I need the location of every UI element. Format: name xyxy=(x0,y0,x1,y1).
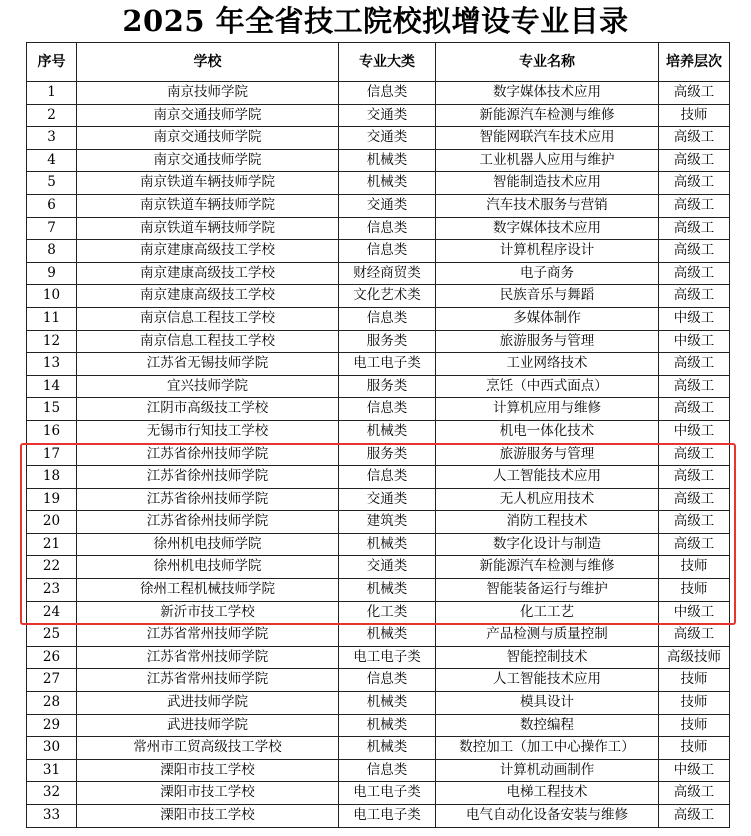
cell-category: 交通类 xyxy=(339,104,436,127)
cell-major: 产品检测与质量控制 xyxy=(436,624,659,647)
table-header-row xyxy=(27,43,730,82)
cell-index: 11 xyxy=(27,307,77,330)
cell-school: 南京信息工程技工学校 xyxy=(77,307,339,330)
cell-index: 29 xyxy=(27,714,77,737)
cell-major: 智能装备运行与维护 xyxy=(436,579,659,602)
cell-school: 南京技师学院 xyxy=(77,82,339,105)
cell-school: 徐州工程机械技师学院 xyxy=(77,579,339,602)
cell-school: 江阴市高级技工学校 xyxy=(77,398,339,421)
cell-index: 2 xyxy=(27,104,77,127)
table-row xyxy=(27,330,730,353)
cell-level: 技师 xyxy=(659,692,730,715)
cell-index: 23 xyxy=(27,579,77,602)
table-row xyxy=(27,104,730,127)
cell-school: 江苏省徐州技师学院 xyxy=(77,488,339,511)
cell-level: 技师 xyxy=(659,579,730,602)
cell-index: 15 xyxy=(27,398,77,421)
cell-index: 3 xyxy=(27,127,77,150)
cell-category: 信息类 xyxy=(339,307,436,330)
cell-major: 智能网联汽车技术应用 xyxy=(436,127,659,150)
cell-level: 高级工 xyxy=(659,805,730,828)
cell-school: 武进技师学院 xyxy=(77,714,339,737)
header-major: 专业名称 xyxy=(436,43,659,82)
table-row xyxy=(27,669,730,692)
cell-index: 5 xyxy=(27,172,77,195)
cell-category: 电工电子类 xyxy=(339,782,436,805)
table-body xyxy=(27,82,730,828)
cell-index: 16 xyxy=(27,420,77,443)
cell-level: 高级工 xyxy=(659,262,730,285)
table-row xyxy=(27,127,730,150)
cell-major: 模具设计 xyxy=(436,692,659,715)
cell-category: 服务类 xyxy=(339,375,436,398)
cell-index: 27 xyxy=(27,669,77,692)
cell-major: 数字媒体技术应用 xyxy=(436,217,659,240)
cell-level: 高级工 xyxy=(659,466,730,489)
cell-school: 溧阳市技工学校 xyxy=(77,759,339,782)
cell-school: 南京铁道车辆技师学院 xyxy=(77,194,339,217)
cell-major: 民族音乐与舞蹈 xyxy=(436,285,659,308)
cell-school: 武进技师学院 xyxy=(77,692,339,715)
cell-major: 多媒体制作 xyxy=(436,307,659,330)
cell-major: 数控加工（加工中心操作工） xyxy=(436,737,659,760)
cell-index: 8 xyxy=(27,240,77,263)
cell-school: 南京铁道车辆技师学院 xyxy=(77,172,339,195)
table-row xyxy=(27,737,730,760)
cell-level: 高级工 xyxy=(659,511,730,534)
table-row xyxy=(27,759,730,782)
cell-school: 宜兴技师学院 xyxy=(77,375,339,398)
table-row xyxy=(27,646,730,669)
cell-level: 高级工 xyxy=(659,172,730,195)
cell-school: 南京建康高级技工学校 xyxy=(77,240,339,263)
cell-major: 计算机程序设计 xyxy=(436,240,659,263)
cell-index: 32 xyxy=(27,782,77,805)
cell-school: 江苏省徐州技师学院 xyxy=(77,466,339,489)
cell-level: 技师 xyxy=(659,104,730,127)
page-title: 2025 年全省技工院校拟增设专业目录 xyxy=(122,4,629,38)
cell-level: 高级工 xyxy=(659,353,730,376)
cell-school: 南京信息工程技工学校 xyxy=(77,330,339,353)
cell-category: 交通类 xyxy=(339,194,436,217)
table-row xyxy=(27,601,730,624)
cell-school: 无锡市行知技工学校 xyxy=(77,420,339,443)
cell-category: 信息类 xyxy=(339,759,436,782)
cell-major: 智能控制技术 xyxy=(436,646,659,669)
cell-school: 南京交通技师学院 xyxy=(77,149,339,172)
cell-category: 机械类 xyxy=(339,579,436,602)
table-row xyxy=(27,692,730,715)
cell-category: 机械类 xyxy=(339,624,436,647)
cell-major: 汽车技术服务与营销 xyxy=(436,194,659,217)
cell-level: 高级工 xyxy=(659,533,730,556)
cell-level: 中级工 xyxy=(659,601,730,624)
cell-level: 高级工 xyxy=(659,488,730,511)
cell-level: 技师 xyxy=(659,737,730,760)
cell-school: 南京交通技师学院 xyxy=(77,104,339,127)
table-row xyxy=(27,307,730,330)
cell-category: 建筑类 xyxy=(339,511,436,534)
cell-major: 人工智能技术应用 xyxy=(436,669,659,692)
cell-category: 机械类 xyxy=(339,172,436,195)
cell-level: 高级工 xyxy=(659,149,730,172)
cell-school: 南京铁道车辆技师学院 xyxy=(77,217,339,240)
cell-major: 数字媒体技术应用 xyxy=(436,82,659,105)
cell-category: 信息类 xyxy=(339,466,436,489)
table-row xyxy=(27,194,730,217)
cell-level: 高级工 xyxy=(659,782,730,805)
cell-level: 技师 xyxy=(659,669,730,692)
cell-category: 信息类 xyxy=(339,398,436,421)
table-row xyxy=(27,579,730,602)
cell-level: 高级工 xyxy=(659,375,730,398)
cell-major: 计算机应用与维修 xyxy=(436,398,659,421)
cell-category: 机械类 xyxy=(339,737,436,760)
cell-category: 信息类 xyxy=(339,82,436,105)
table-row xyxy=(27,805,730,828)
cell-category: 电工电子类 xyxy=(339,646,436,669)
table-row xyxy=(27,420,730,443)
cell-index: 22 xyxy=(27,556,77,579)
cell-index: 33 xyxy=(27,805,77,828)
cell-major: 无人机应用技术 xyxy=(436,488,659,511)
cell-school: 徐州机电技师学院 xyxy=(77,533,339,556)
cell-category: 交通类 xyxy=(339,127,436,150)
cell-index: 6 xyxy=(27,194,77,217)
cell-school: 江苏省常州技师学院 xyxy=(77,646,339,669)
cell-category: 电工电子类 xyxy=(339,805,436,828)
table-row xyxy=(27,714,730,737)
header-category: 专业大类 xyxy=(339,43,436,82)
cell-major: 工业网络技术 xyxy=(436,353,659,376)
cell-level: 中级工 xyxy=(659,307,730,330)
header-index: 序号 xyxy=(27,43,77,82)
table-row xyxy=(27,511,730,534)
cell-index: 17 xyxy=(27,443,77,466)
cell-category: 机械类 xyxy=(339,692,436,715)
cell-category: 财经商贸类 xyxy=(339,262,436,285)
cell-major: 计算机动画制作 xyxy=(436,759,659,782)
cell-school: 溧阳市技工学校 xyxy=(77,805,339,828)
cell-school: 江苏省常州技师学院 xyxy=(77,624,339,647)
table-row xyxy=(27,533,730,556)
table-row xyxy=(27,285,730,308)
cell-level: 高级工 xyxy=(659,398,730,421)
cell-index: 9 xyxy=(27,262,77,285)
cell-index: 20 xyxy=(27,511,77,534)
cell-level: 高级工 xyxy=(659,194,730,217)
cell-major: 化工工艺 xyxy=(436,601,659,624)
cell-category: 服务类 xyxy=(339,443,436,466)
cell-index: 26 xyxy=(27,646,77,669)
cell-index: 28 xyxy=(27,692,77,715)
table-row xyxy=(27,443,730,466)
cell-index: 14 xyxy=(27,375,77,398)
cell-category: 化工类 xyxy=(339,601,436,624)
cell-index: 25 xyxy=(27,624,77,647)
cell-school: 江苏省徐州技师学院 xyxy=(77,443,339,466)
cell-major: 智能制造技术应用 xyxy=(436,172,659,195)
cell-level: 中级工 xyxy=(659,759,730,782)
cell-major: 旅游服务与管理 xyxy=(436,330,659,353)
cell-level: 高级工 xyxy=(659,217,730,240)
cell-level: 高级工 xyxy=(659,127,730,150)
cell-level: 高级工 xyxy=(659,443,730,466)
cell-major: 电子商务 xyxy=(436,262,659,285)
table-row xyxy=(27,82,730,105)
cell-major: 新能源汽车检测与维修 xyxy=(436,556,659,579)
table-row xyxy=(27,398,730,421)
cell-level: 高级工 xyxy=(659,285,730,308)
cell-level: 高级工 xyxy=(659,82,730,105)
cell-index: 4 xyxy=(27,149,77,172)
header-level: 培养层次 xyxy=(659,43,730,82)
cell-major: 电气自动化设备安装与维修 xyxy=(436,805,659,828)
cell-school: 江苏省常州技师学院 xyxy=(77,669,339,692)
cell-school: 新沂市技工学校 xyxy=(77,601,339,624)
cell-major: 人工智能技术应用 xyxy=(436,466,659,489)
cell-school: 江苏省徐州技师学院 xyxy=(77,511,339,534)
table-row xyxy=(27,240,730,263)
cell-index: 24 xyxy=(27,601,77,624)
cell-school: 南京建康高级技工学校 xyxy=(77,262,339,285)
cell-major: 数字化设计与制造 xyxy=(436,533,659,556)
table-row xyxy=(27,466,730,489)
table-row xyxy=(27,172,730,195)
cell-category: 信息类 xyxy=(339,240,436,263)
table-row xyxy=(27,488,730,511)
cell-level: 高级工 xyxy=(659,624,730,647)
cell-category: 交通类 xyxy=(339,488,436,511)
cell-index: 18 xyxy=(27,466,77,489)
cell-index: 31 xyxy=(27,759,77,782)
cell-index: 13 xyxy=(27,353,77,376)
table-row xyxy=(27,556,730,579)
cell-major: 烹饪（中西式面点） xyxy=(436,375,659,398)
cell-major: 工业机器人应用与维护 xyxy=(436,149,659,172)
cell-category: 机械类 xyxy=(339,714,436,737)
cell-major: 新能源汽车检测与维修 xyxy=(436,104,659,127)
cell-category: 机械类 xyxy=(339,533,436,556)
cell-major: 机电一体化技术 xyxy=(436,420,659,443)
cell-school: 江苏省无锡技师学院 xyxy=(77,353,339,376)
cell-school: 南京交通技师学院 xyxy=(77,127,339,150)
cell-category: 机械类 xyxy=(339,149,436,172)
cell-level: 技师 xyxy=(659,714,730,737)
table-row xyxy=(27,217,730,240)
cell-major: 电梯工程技术 xyxy=(436,782,659,805)
cell-level: 技师 xyxy=(659,556,730,579)
cell-major: 消防工程技术 xyxy=(436,511,659,534)
cell-category: 文化艺术类 xyxy=(339,285,436,308)
cell-index: 10 xyxy=(27,285,77,308)
cell-index: 12 xyxy=(27,330,77,353)
cell-level: 中级工 xyxy=(659,330,730,353)
table-row xyxy=(27,375,730,398)
cell-index: 7 xyxy=(27,217,77,240)
cell-index: 30 xyxy=(27,737,77,760)
cell-level: 高级工 xyxy=(659,240,730,263)
cell-school: 徐州机电技师学院 xyxy=(77,556,339,579)
cell-level: 中级工 xyxy=(659,420,730,443)
table-row xyxy=(27,262,730,285)
cell-school: 南京建康高级技工学校 xyxy=(77,285,339,308)
cell-index: 19 xyxy=(27,488,77,511)
cell-category: 电工电子类 xyxy=(339,353,436,376)
cell-school: 溧阳市技工学校 xyxy=(77,782,339,805)
cell-school: 常州市工贸高级技工学校 xyxy=(77,737,339,760)
cell-category: 信息类 xyxy=(339,669,436,692)
cell-category: 交通类 xyxy=(339,556,436,579)
cell-major: 数控编程 xyxy=(436,714,659,737)
cell-category: 信息类 xyxy=(339,217,436,240)
specialty-table xyxy=(26,42,730,828)
cell-level: 高级技师 xyxy=(659,646,730,669)
cell-major: 旅游服务与管理 xyxy=(436,443,659,466)
cell-category: 机械类 xyxy=(339,420,436,443)
cell-index: 1 xyxy=(27,82,77,105)
cell-index: 21 xyxy=(27,533,77,556)
cell-category: 服务类 xyxy=(339,330,436,353)
header-school: 学校 xyxy=(77,43,339,82)
table-row xyxy=(27,782,730,805)
table-row xyxy=(27,624,730,647)
table-row xyxy=(27,149,730,172)
table-row xyxy=(27,353,730,376)
